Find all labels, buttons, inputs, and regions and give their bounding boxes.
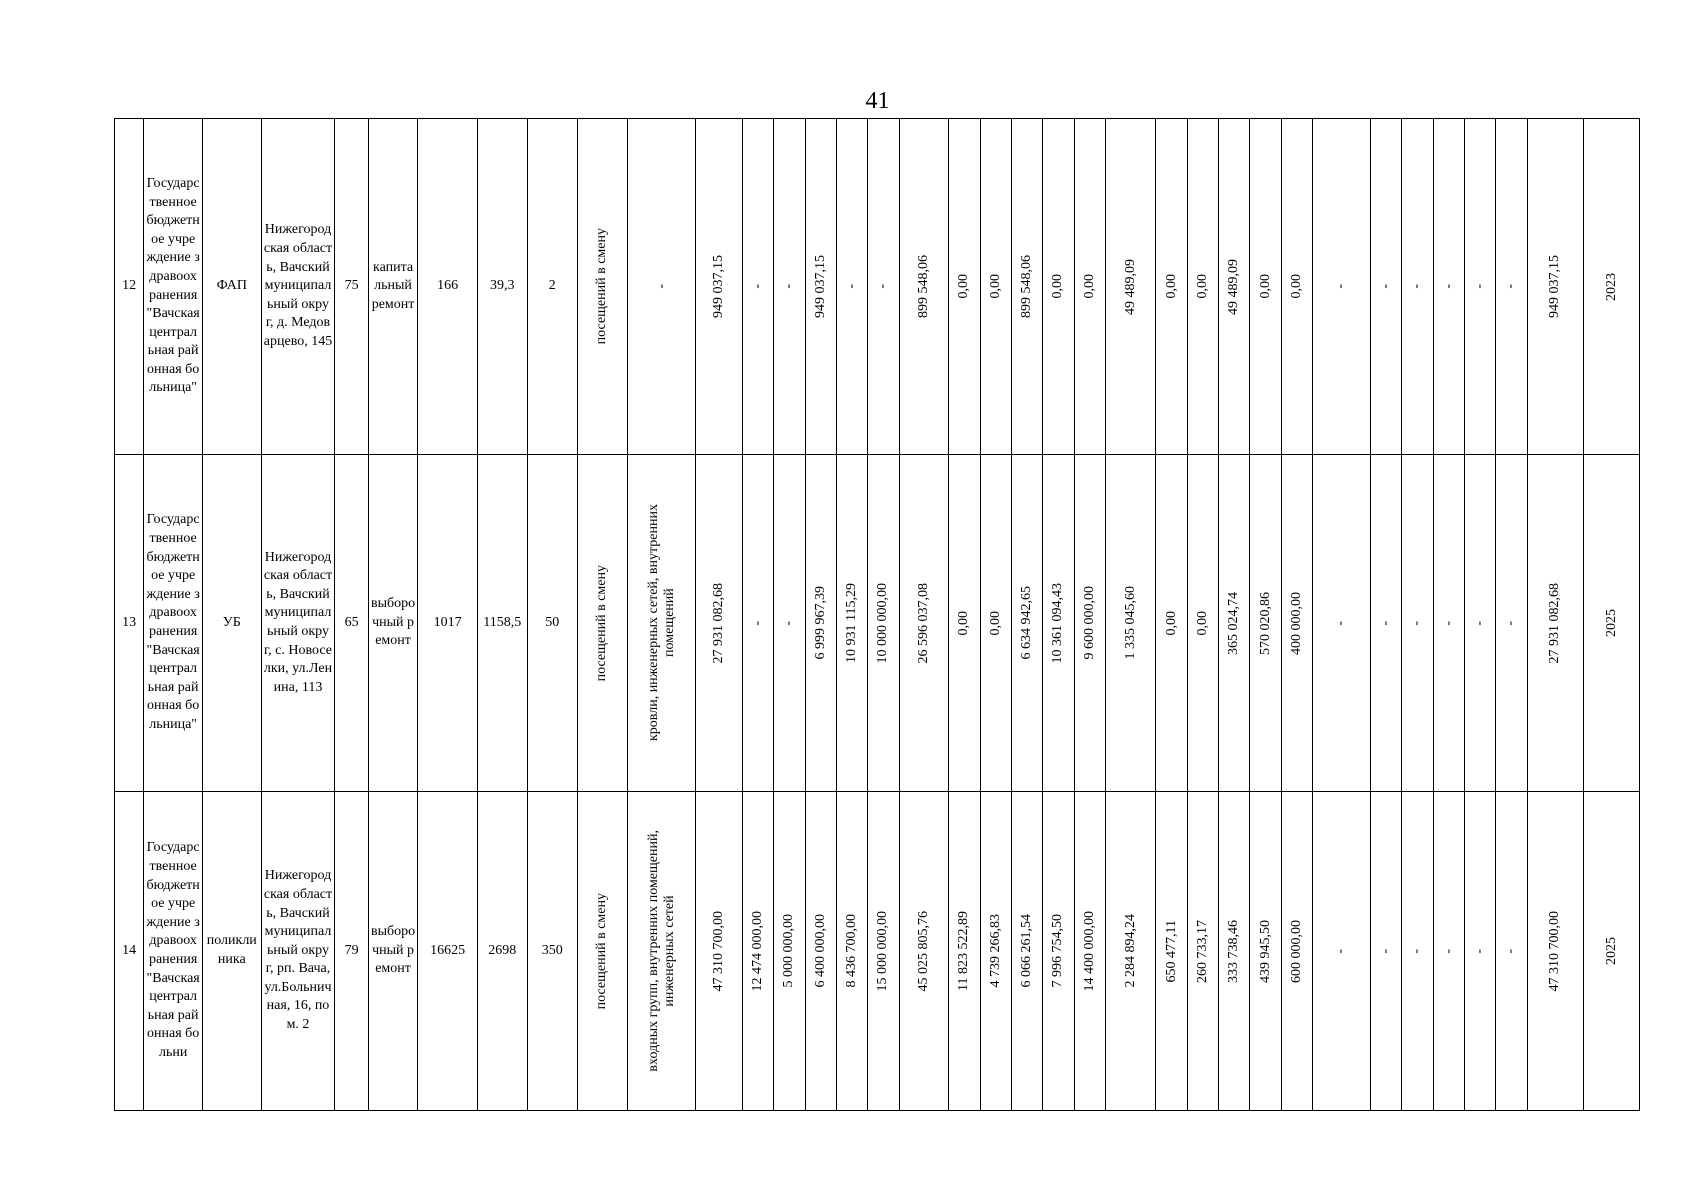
amount-text: 1 335 045,60 xyxy=(1122,586,1138,660)
amount-d2 xyxy=(1370,455,1401,792)
amount-d3 xyxy=(1402,119,1433,455)
table-row xyxy=(115,792,1640,1111)
wear-percent-text: 75 xyxy=(344,278,359,294)
amount-text: 570 020,86 xyxy=(1257,591,1273,655)
amount-d2 xyxy=(1370,792,1401,1111)
amount-v15 xyxy=(1187,792,1218,1111)
row-number-text: 12 xyxy=(122,278,137,294)
amount-v10 xyxy=(1011,792,1042,1111)
amount-v4 xyxy=(805,119,836,455)
amount-d2 xyxy=(1370,119,1401,455)
amount-text: 10 931 115,29 xyxy=(844,583,860,663)
indicator-value xyxy=(477,455,527,792)
amount-total xyxy=(1527,119,1584,455)
amount-text: 26 596 037,08 xyxy=(915,582,931,664)
amount-v9 xyxy=(980,119,1011,455)
amount-text: 7 996 754,50 xyxy=(1050,914,1066,988)
amount-v18 xyxy=(1281,792,1312,1111)
capacity-value xyxy=(527,792,578,1111)
wear-percent xyxy=(335,455,368,792)
capacity-unit xyxy=(578,455,628,792)
amount-d5 xyxy=(1464,455,1495,792)
amount-text: - xyxy=(1472,948,1488,954)
row-number-text: 14 xyxy=(122,942,137,958)
amount-text: 400 000,00 xyxy=(1289,591,1304,655)
table-row xyxy=(115,455,1640,792)
amount-text: 2023 xyxy=(1603,272,1619,301)
amount-v18 xyxy=(1281,455,1312,792)
amount-text: - xyxy=(1503,284,1519,289)
capacity-unit xyxy=(578,119,628,455)
amount-v14 xyxy=(1156,119,1187,455)
amount-v6 xyxy=(868,792,899,1111)
organization-name xyxy=(144,792,203,1111)
facility-address-text: Нижегородская область, Вачский муниципальный округ, рп. Вача, ул.Больничная, 16, пом. 2 xyxy=(263,868,333,1033)
amount-text: - xyxy=(1503,620,1519,626)
amount-text: 49 489,09 xyxy=(1226,258,1242,315)
amount-v5 xyxy=(836,455,867,792)
amount-text: 9 600 000,00 xyxy=(1081,586,1097,660)
repair-type xyxy=(368,455,418,792)
amount-year xyxy=(1584,119,1640,455)
amount-text: - xyxy=(1333,284,1349,289)
building-area-text: 16625 xyxy=(430,942,466,958)
amount-year xyxy=(1584,455,1640,792)
amount-text: - xyxy=(875,284,891,289)
indicator-value xyxy=(477,119,527,455)
amount-v10 xyxy=(1011,119,1042,455)
organization-name-text: Государственное бюджетное учреждение здравоохранения "Вачская центральная районная больница" xyxy=(146,512,200,732)
wear-percent xyxy=(335,119,368,455)
wear-percent-text: 65 xyxy=(344,614,359,630)
amount-text: 333 738,46 xyxy=(1226,919,1242,983)
amount-v7 xyxy=(899,455,949,792)
organization-name-text: Государственное бюджетное учреждение здравоохранения "Вачская центральная районная больни xyxy=(146,840,200,1060)
amount-v5 xyxy=(836,119,867,455)
amount-text: 899 548,06 xyxy=(915,255,931,318)
capacity-unit-text: посещений в смену xyxy=(594,564,610,682)
amount-text: 0,00 xyxy=(956,274,972,299)
amount-d6 xyxy=(1496,792,1527,1111)
amount-text: - xyxy=(1503,948,1519,954)
repair-type-text: капитальный ремонт xyxy=(371,259,415,312)
amount-text: 45 025 805,76 xyxy=(915,910,931,992)
amount-v8 xyxy=(949,792,980,1111)
amount-text: 650 477,11 xyxy=(1163,919,1179,983)
amount-text: - xyxy=(844,284,860,289)
amount-v15 xyxy=(1187,119,1218,455)
amount-text: 0,00 xyxy=(1081,274,1097,299)
amount-v17 xyxy=(1250,455,1281,792)
capacity-value-text: 2 xyxy=(548,278,556,294)
amount-d3 xyxy=(1402,455,1433,792)
amount-text: 6 634 942,65 xyxy=(1019,586,1035,660)
amount-text: - xyxy=(1440,948,1456,954)
amount-text: - xyxy=(1440,284,1456,289)
works-line: помещений xyxy=(661,588,677,658)
facility-type-text: поликлиника xyxy=(206,933,257,967)
capacity-value-text: 350 xyxy=(541,942,563,958)
amount-v6 xyxy=(868,455,899,792)
amount-text: 899 548,06 xyxy=(1019,255,1035,318)
amount-text: 600 000,00 xyxy=(1289,919,1304,983)
amount-v18 xyxy=(1281,119,1312,455)
amount-v7 xyxy=(899,792,949,1111)
amount-total xyxy=(1527,455,1584,792)
capacity-value xyxy=(527,455,578,792)
capacity-unit-text: посещений в смену xyxy=(594,228,610,345)
capacity-value-text: 50 xyxy=(545,614,560,630)
amount-v3 xyxy=(774,455,805,792)
amount-text: 0,00 xyxy=(1194,610,1210,636)
amount-text: 6 400 000,00 xyxy=(812,914,828,988)
amount-v11 xyxy=(1043,119,1074,455)
amount-v1 xyxy=(696,455,743,792)
amount-text: 0,00 xyxy=(1163,610,1179,636)
amount-total xyxy=(1527,792,1584,1111)
amount-text: - xyxy=(1409,284,1425,289)
row-number xyxy=(115,792,144,1111)
works-line: - xyxy=(653,284,669,289)
amount-v9 xyxy=(980,455,1011,792)
amount-text: 0,00 xyxy=(1163,274,1179,299)
amount-v6 xyxy=(868,119,899,455)
capacity-unit xyxy=(578,792,628,1111)
amount-text: 12 474 000,00 xyxy=(750,910,766,992)
amount-v17 xyxy=(1250,792,1281,1111)
facility-address xyxy=(261,119,335,455)
amount-year xyxy=(1584,792,1640,1111)
page-number: 41 xyxy=(865,88,890,114)
amount-v2 xyxy=(742,455,773,792)
amount-text: 260 733,17 xyxy=(1194,919,1210,983)
amount-text: 15 000 000,00 xyxy=(875,910,891,992)
repair-type xyxy=(368,792,418,1111)
capital-repair-table xyxy=(114,118,1640,1111)
row-number xyxy=(115,119,144,455)
table-row xyxy=(115,119,1640,455)
indicator-value-text: 39,3 xyxy=(489,278,515,294)
amount-text: 949 037,15 xyxy=(812,255,828,318)
amount-text: - xyxy=(1472,284,1488,289)
amount-d6 xyxy=(1496,119,1527,455)
amount-v15 xyxy=(1187,455,1218,792)
works-line: инженерных сетей xyxy=(661,895,677,1007)
amount-text: - xyxy=(781,620,797,626)
amount-text: 0,00 xyxy=(1257,274,1273,299)
repair-type-text: выборочный ремонт xyxy=(370,924,416,977)
amount-v13 xyxy=(1105,792,1156,1111)
amount-d5 xyxy=(1464,119,1495,455)
amount-text: - xyxy=(1409,948,1425,954)
amount-v10 xyxy=(1011,455,1042,792)
amount-text: 2 284 894,24 xyxy=(1122,914,1138,988)
amount-d4 xyxy=(1433,119,1464,455)
amount-text: 365 024,74 xyxy=(1226,591,1242,655)
amount-d5 xyxy=(1464,792,1495,1111)
organization-name xyxy=(144,455,203,792)
amount-text: - xyxy=(1377,948,1393,954)
building-area-text: 166 xyxy=(437,278,459,294)
amount-text: - xyxy=(1472,620,1488,626)
amount-v12 xyxy=(1074,792,1105,1111)
amount-v12 xyxy=(1074,455,1105,792)
amount-v8 xyxy=(949,455,980,792)
repair-type-text: выборочный ремонт xyxy=(370,596,416,649)
amount-text: 49 489,09 xyxy=(1122,258,1138,315)
amount-d1 xyxy=(1313,792,1371,1111)
works-line: кровли, инженерных сетей, внутренних xyxy=(645,504,661,742)
facility-address-text: Нижегородская область, Вачский муниципальный округ, с. Новоселки, ул.Ленина, 113 xyxy=(263,549,333,695)
facility-type xyxy=(202,119,261,455)
amount-text: 47 310 700,00 xyxy=(711,910,727,992)
amount-v9 xyxy=(980,792,1011,1111)
facility-type-text: ФАП xyxy=(216,278,247,294)
amount-text: 6 999 967,39 xyxy=(812,586,828,660)
amount-text: 0,00 xyxy=(987,610,1003,636)
capacity-value xyxy=(527,119,578,455)
amount-text: 14 400 000,00 xyxy=(1081,910,1097,992)
building-area xyxy=(418,792,478,1111)
wear-percent xyxy=(335,792,368,1111)
amount-v1 xyxy=(696,792,743,1111)
amount-v11 xyxy=(1043,455,1074,792)
repair-type xyxy=(368,119,418,455)
works-description xyxy=(627,119,696,455)
amount-v16 xyxy=(1219,455,1250,792)
amount-d1 xyxy=(1313,455,1371,792)
building-area xyxy=(418,119,478,455)
organization-name xyxy=(144,119,203,455)
amount-text: - xyxy=(1333,948,1349,954)
amount-text: 0,00 xyxy=(1194,274,1210,299)
building-area-text: 1017 xyxy=(433,614,462,630)
amount-v2 xyxy=(742,792,773,1111)
indicator-value-text: 1158,5 xyxy=(483,614,522,630)
amount-text: - xyxy=(781,284,797,289)
building-area xyxy=(418,455,478,792)
amount-text: 439 945,50 xyxy=(1257,919,1273,983)
amount-v7 xyxy=(899,119,949,455)
amount-text: 0,00 xyxy=(1050,274,1066,299)
amount-text: 0,00 xyxy=(987,274,1003,299)
amount-d4 xyxy=(1433,455,1464,792)
amount-text: 949 037,15 xyxy=(1547,255,1563,318)
amount-v17 xyxy=(1250,119,1281,455)
amount-v8 xyxy=(949,119,980,455)
amount-v4 xyxy=(805,792,836,1111)
amount-v3 xyxy=(774,792,805,1111)
facility-type-text: УБ xyxy=(222,614,241,630)
capacity-unit-text: посещений в смену xyxy=(594,892,610,1010)
facility-address xyxy=(261,455,335,792)
amount-text: 10 361 094,43 xyxy=(1050,582,1066,664)
amount-text: 47 310 700,00 xyxy=(1547,910,1563,992)
organization-name-text: Государственное бюджетное учреждение здравоохранения "Вачская центральная районная больница" xyxy=(146,175,200,396)
amount-v12 xyxy=(1074,119,1105,455)
wear-percent-text: 79 xyxy=(344,942,359,958)
amount-v11 xyxy=(1043,792,1074,1111)
amount-d4 xyxy=(1433,792,1464,1111)
amount-d3 xyxy=(1402,792,1433,1111)
amount-text: - xyxy=(1377,284,1393,289)
amount-text: 0,00 xyxy=(1289,274,1304,299)
amount-text: - xyxy=(750,284,766,289)
facility-address-text: Нижегородская область, Вачский муниципальный округ, д. Медоварцево, 145 xyxy=(263,222,333,349)
works-description xyxy=(627,455,696,792)
amount-text: 2025 xyxy=(1603,609,1619,637)
amount-v4 xyxy=(805,455,836,792)
amount-text: 949 037,15 xyxy=(711,255,727,318)
amount-text: - xyxy=(1377,620,1393,626)
amount-text: 6 066 261,54 xyxy=(1019,914,1035,988)
amount-text: 11 823 522,89 xyxy=(956,911,972,991)
indicator-value xyxy=(477,792,527,1111)
amount-text: 8 436 700,00 xyxy=(844,914,860,988)
amount-v13 xyxy=(1105,119,1156,455)
amount-v14 xyxy=(1156,792,1187,1111)
amount-text: 27 931 082,68 xyxy=(711,582,727,664)
amount-text: - xyxy=(750,620,766,626)
facility-type xyxy=(202,455,261,792)
amount-v5 xyxy=(836,792,867,1111)
amount-v14 xyxy=(1156,455,1187,792)
amount-v3 xyxy=(774,119,805,455)
amount-v1 xyxy=(696,119,743,455)
row-number-text: 13 xyxy=(122,614,137,630)
amount-text: 27 931 082,68 xyxy=(1547,582,1563,664)
indicator-value-text: 2698 xyxy=(488,942,517,958)
amount-text: - xyxy=(1409,620,1425,626)
amount-text: 4 739 266,83 xyxy=(987,914,1003,988)
facility-address xyxy=(261,792,335,1111)
amount-text: 5 000 000,00 xyxy=(781,914,797,988)
works-description xyxy=(627,792,696,1111)
works-line: входных групп, внутренних помещений, xyxy=(645,830,661,1072)
amount-v16 xyxy=(1219,792,1250,1111)
row-number xyxy=(115,455,144,792)
amount-text: 0,00 xyxy=(956,610,972,636)
facility-type xyxy=(202,792,261,1111)
amount-v16 xyxy=(1219,119,1250,455)
amount-d1 xyxy=(1313,119,1371,455)
amount-d6 xyxy=(1496,455,1527,792)
amount-text: - xyxy=(1440,620,1456,626)
amount-v13 xyxy=(1105,455,1156,792)
amount-text: 10 000 000,00 xyxy=(875,582,891,664)
amount-v2 xyxy=(742,119,773,455)
amount-text: - xyxy=(1333,620,1349,626)
amount-text: 2025 xyxy=(1603,937,1619,965)
